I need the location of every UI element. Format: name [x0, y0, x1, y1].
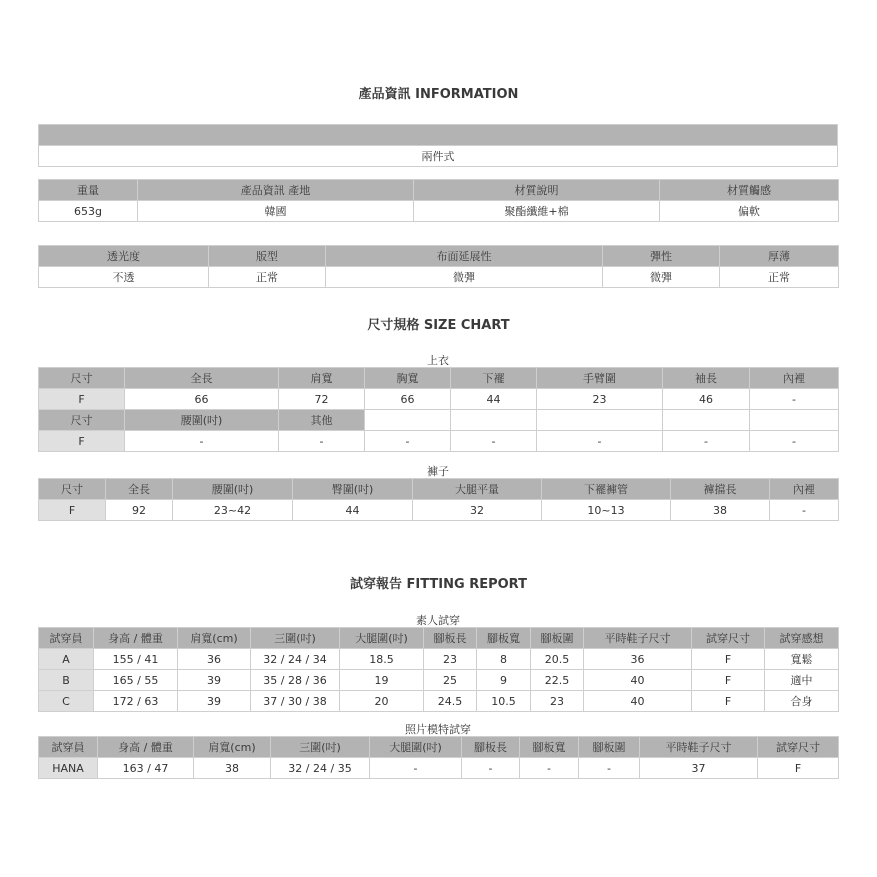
amateur-cell: 8	[477, 649, 531, 670]
model-row-hana	[39, 758, 839, 779]
amateur-tester: A	[39, 649, 94, 670]
value-material: 聚酯纖維+棉	[414, 201, 660, 222]
top-data-row-2	[39, 431, 839, 452]
amateur-cell: 32 / 24 / 34	[251, 649, 340, 670]
model-cell: -	[520, 758, 579, 779]
amateur-tester: B	[39, 670, 94, 691]
top-h2-size: 尺寸	[39, 410, 125, 431]
top-r2-cell: -	[537, 431, 663, 452]
amateur-h-measurements: 三圍(吋)	[251, 628, 340, 649]
model-h-foot-width: 腳板寬	[520, 737, 579, 758]
top-r2-waist: -	[125, 431, 279, 452]
model-tester: HANA	[39, 758, 98, 779]
top-h2-other: 其他	[279, 410, 365, 431]
value-thickness: 正常	[720, 267, 839, 288]
amateur-cell: 37 / 30 / 38	[251, 691, 340, 712]
top-h2-blank	[537, 410, 663, 431]
top-h1-size: 尺寸	[39, 368, 125, 389]
pants-r-hem: 10~13	[542, 500, 671, 521]
top-r1-hem: 44	[451, 389, 537, 410]
pants-data-row	[39, 500, 839, 521]
top-h2-waist: 腰圍(吋)	[125, 410, 279, 431]
top-h1-length: 全長	[125, 368, 279, 389]
model-cell: -	[370, 758, 462, 779]
pants-caption: 褲子	[427, 465, 449, 478]
pants-r-rise: 38	[671, 500, 770, 521]
amateur-cell: F	[692, 670, 765, 691]
value-texture: 偏軟	[660, 201, 839, 222]
value-weight: 653g	[39, 201, 138, 222]
top-r2-cell: -	[750, 431, 839, 452]
pants-h-hem: 下襬褲管	[542, 479, 671, 500]
pants-r-size: F	[39, 500, 106, 521]
top-r1-sleeve: 46	[663, 389, 750, 410]
amateur-row-b	[39, 670, 839, 691]
model-caption: 照片模特試穿	[405, 723, 471, 736]
pants-r-length: 92	[106, 500, 173, 521]
top-r1-chest: 66	[365, 389, 451, 410]
amateur-cell: 39	[178, 670, 251, 691]
top-r2-other: -	[279, 431, 365, 452]
amateur-h-feedback: 試穿感想	[765, 628, 839, 649]
value-opacity: 不透	[39, 267, 209, 288]
header-thickness: 厚薄	[720, 246, 839, 267]
amateur-cell: 寬鬆	[765, 649, 839, 670]
info-table-2	[38, 245, 839, 288]
amateur-h-foot-girth: 腳板圍	[531, 628, 584, 649]
amateur-tester: C	[39, 691, 94, 712]
amateur-cell: 19	[340, 670, 424, 691]
header-stretch: 布面延展性	[326, 246, 603, 267]
amateur-cell: 合身	[765, 691, 839, 712]
pants-h-size: 尺寸	[39, 479, 106, 500]
pants-h-waist: 腰圍(吋)	[173, 479, 293, 500]
pants-r-hip: 44	[293, 500, 413, 521]
amateur-h-thigh: 大腿圍(吋)	[340, 628, 424, 649]
amateur-fitting-table	[38, 627, 839, 712]
amateur-caption: 素人試穿	[416, 614, 460, 627]
size-chart-title: 尺寸規格 SIZE CHART	[367, 318, 510, 333]
amateur-cell: 20	[340, 691, 424, 712]
header-origin: 產品資訊 產地	[138, 180, 414, 201]
pants-r-lining: -	[770, 500, 839, 521]
top-data-row-1	[39, 389, 839, 410]
amateur-cell: 39	[178, 691, 251, 712]
info-table-2-row	[39, 267, 839, 288]
amateur-cell: 22.5	[531, 670, 584, 691]
amateur-cell: 40	[584, 691, 692, 712]
model-cell: 38	[194, 758, 271, 779]
header-opacity: 透光度	[39, 246, 209, 267]
amateur-row-a	[39, 649, 839, 670]
amateur-cell: 18.5	[340, 649, 424, 670]
value-stretch: 微彈	[326, 267, 603, 288]
style-type-value: 兩件式	[39, 146, 838, 167]
header-texture: 材質觸感	[660, 180, 839, 201]
pants-h-hip: 臀圍(吋)	[293, 479, 413, 500]
model-h-thigh: 大腿圍(吋)	[370, 737, 462, 758]
value-fit: 正常	[209, 267, 326, 288]
top-h1-arm: 手臂圍	[537, 368, 663, 389]
model-h-measurements: 三圍(吋)	[271, 737, 370, 758]
amateur-cell: 24.5	[424, 691, 477, 712]
top-r1-length: 66	[125, 389, 279, 410]
top-h1-lining: 內裡	[750, 368, 839, 389]
amateur-h-foot-length: 腳板長	[424, 628, 477, 649]
value-elasticity: 微彈	[603, 267, 720, 288]
model-h-tester: 試穿員	[39, 737, 98, 758]
info-table-2-header	[39, 246, 839, 267]
amateur-cell: 適中	[765, 670, 839, 691]
amateur-cell: 36	[584, 649, 692, 670]
pants-h-rise: 褲擋長	[671, 479, 770, 500]
header-fit: 版型	[209, 246, 326, 267]
amateur-cell: 36	[178, 649, 251, 670]
style-type-header	[39, 125, 838, 146]
model-h-try-size: 試穿尺寸	[758, 737, 839, 758]
amateur-cell: 155 / 41	[94, 649, 178, 670]
top-h1-hem: 下襬	[451, 368, 537, 389]
amateur-h-height-weight: 身高 / 體重	[94, 628, 178, 649]
model-fitting-table	[38, 736, 839, 779]
top-r1-arm: 23	[537, 389, 663, 410]
top-h2-blank	[451, 410, 537, 431]
amateur-h-tester: 試穿員	[39, 628, 94, 649]
amateur-cell: 20.5	[531, 649, 584, 670]
amateur-cell: F	[692, 691, 765, 712]
amateur-cell: 25	[424, 670, 477, 691]
model-cell: -	[579, 758, 640, 779]
model-header-row	[39, 737, 839, 758]
info-table-1-row	[39, 201, 839, 222]
top-r1-shoulder: 72	[279, 389, 365, 410]
top-caption: 上衣	[427, 354, 449, 367]
top-r2-cell: -	[451, 431, 537, 452]
amateur-cell: 40	[584, 670, 692, 691]
header-elasticity: 彈性	[603, 246, 720, 267]
pants-h-thigh: 大腿平量	[413, 479, 542, 500]
model-cell: 37	[640, 758, 758, 779]
top-r1-size: F	[39, 389, 125, 410]
top-h1-chest: 胸寬	[365, 368, 451, 389]
top-h1-shoulder: 肩寬	[279, 368, 365, 389]
header-material: 材質說明	[414, 180, 660, 201]
model-cell: 32 / 24 / 35	[271, 758, 370, 779]
top-r2-cell: -	[663, 431, 750, 452]
pants-r-thigh: 32	[413, 500, 542, 521]
model-cell: F	[758, 758, 839, 779]
value-origin: 韓國	[138, 201, 414, 222]
amateur-cell: 23	[531, 691, 584, 712]
amateur-cell: F	[692, 649, 765, 670]
amateur-cell: 165 / 55	[94, 670, 178, 691]
amateur-h-try-size: 試穿尺寸	[692, 628, 765, 649]
info-table-1	[38, 179, 839, 222]
pants-h-lining: 內裡	[770, 479, 839, 500]
model-h-height-weight: 身高 / 體重	[98, 737, 194, 758]
top-h2-blank	[750, 410, 839, 431]
amateur-cell: 10.5	[477, 691, 531, 712]
model-h-shoe-size: 平時鞋子尺寸	[640, 737, 758, 758]
top-r2-cell: -	[365, 431, 451, 452]
model-h-foot-girth: 腳板圍	[579, 737, 640, 758]
header-weight: 重量	[39, 180, 138, 201]
model-h-foot-length: 腳板長	[462, 737, 520, 758]
top-r2-size: F	[39, 431, 125, 452]
top-header-row-2	[39, 410, 839, 431]
top-h2-blank	[365, 410, 451, 431]
amateur-cell: 23	[424, 649, 477, 670]
info-table-1-header	[39, 180, 839, 201]
amateur-cell: 172 / 63	[94, 691, 178, 712]
pants-header-row	[39, 479, 839, 500]
pants-r-waist: 23~42	[173, 500, 293, 521]
amateur-cell: 35 / 28 / 36	[251, 670, 340, 691]
amateur-row-c	[39, 691, 839, 712]
style-type-row	[39, 146, 838, 167]
fitting-report-title: 試穿報告 FITTING REPORT	[350, 577, 527, 592]
top-h1-sleeve: 袖長	[663, 368, 750, 389]
model-cell: 163 / 47	[98, 758, 194, 779]
amateur-h-foot-width: 腳板寬	[477, 628, 531, 649]
amateur-h-shoe-size: 平時鞋子尺寸	[584, 628, 692, 649]
top-size-table	[38, 367, 839, 452]
style-type-table	[38, 124, 838, 167]
top-h2-blank	[663, 410, 750, 431]
information-title: 產品資訊 INFORMATION	[358, 87, 519, 102]
amateur-h-shoulder: 肩寬(cm)	[178, 628, 251, 649]
style-type-header-row	[39, 125, 838, 146]
amateur-header-row	[39, 628, 839, 649]
top-r1-lining: -	[750, 389, 839, 410]
pants-h-length: 全長	[106, 479, 173, 500]
amateur-cell: 9	[477, 670, 531, 691]
pants-size-table	[38, 478, 839, 521]
top-header-row-1	[39, 368, 839, 389]
model-cell: -	[462, 758, 520, 779]
model-h-shoulder: 肩寬(cm)	[194, 737, 271, 758]
